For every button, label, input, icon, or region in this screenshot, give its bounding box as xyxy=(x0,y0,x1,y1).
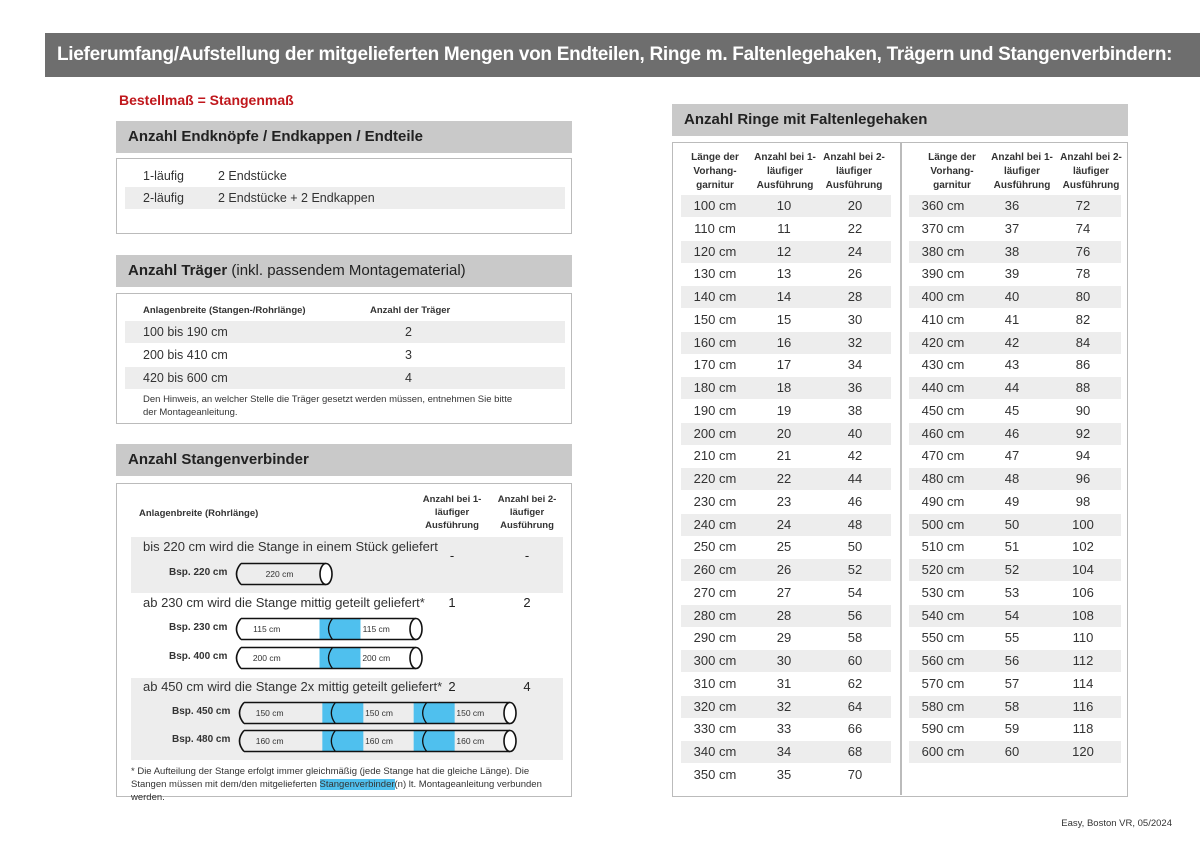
cell: 82 xyxy=(1075,311,1091,327)
cell: 118 xyxy=(1072,721,1094,737)
cell: 78 xyxy=(1075,266,1091,282)
cell: 200 cm xyxy=(693,425,737,441)
cell: 240 cm xyxy=(693,516,737,532)
footer: Easy, Boston VR, 05/2024 xyxy=(1061,818,1172,829)
segment-length: 200 cm xyxy=(252,653,281,663)
cell: 11 xyxy=(777,220,791,236)
count-2-laeufig: - xyxy=(524,548,530,563)
cell: 56 xyxy=(1004,653,1020,668)
range: 420 bis 600 cm xyxy=(143,371,228,385)
cell: 40 xyxy=(1004,289,1020,304)
cell: 47 xyxy=(1004,448,1020,464)
ringe-row xyxy=(909,718,1121,740)
cell: 26 xyxy=(776,562,792,577)
connector xyxy=(322,731,363,752)
note-highlight: Stangenverbinder xyxy=(319,779,395,790)
ringe-row xyxy=(909,445,1121,467)
cell: 570 cm xyxy=(921,675,965,691)
traeger-row xyxy=(125,344,565,366)
ringe-row xyxy=(909,241,1121,263)
value: 2 Endstücke xyxy=(218,169,287,183)
segment-length: 150 cm xyxy=(456,708,485,718)
cell: 56 xyxy=(847,607,863,623)
traeger-row xyxy=(125,321,565,343)
cell: 38 xyxy=(847,402,863,418)
count: 2 xyxy=(405,325,412,339)
count: 3 xyxy=(405,348,412,362)
page-title: Lieferumfang/Aufstellung der mitgelieferten Mengen von Endteilen, Ringe m. Faltenlegehaken, Trägern und Stangenverbindern: xyxy=(45,33,1200,77)
verbinder-box xyxy=(116,483,572,803)
example-label: Bsp. 450 cm xyxy=(172,706,231,717)
cell: 110 cm xyxy=(694,220,736,236)
cell: 360 cm xyxy=(921,198,965,213)
col-header: Anzahl bei 2-läufiger Ausführung xyxy=(823,152,885,191)
cell: 96 xyxy=(1075,471,1091,486)
rod-diagram xyxy=(234,701,520,726)
cell: 160 cm xyxy=(693,334,737,350)
connector xyxy=(320,619,361,640)
cell: 270 cm xyxy=(693,584,737,600)
cell: 590 cm xyxy=(921,721,965,737)
cell: 42 xyxy=(847,448,863,464)
ringe-row xyxy=(909,673,1121,695)
ringe-row xyxy=(681,263,891,285)
ringe-row xyxy=(909,605,1121,627)
cell: 230 cm xyxy=(693,493,737,509)
ringe-row xyxy=(909,218,1121,240)
cell: 88 xyxy=(1075,380,1091,395)
cell: 530 cm xyxy=(921,584,965,600)
col-header: Anzahl bei 1-läufiger Ausführung xyxy=(991,152,1053,191)
cell: 58 xyxy=(1004,698,1020,714)
note-text: * Die Aufteilung der Stange erfolgt immer gleichmäßig (jede Stange hat die gleiche Länge). Die Stangen müssen mit dem/den mitgelieferten xyxy=(131,766,530,790)
cell: 26 xyxy=(847,266,863,282)
cell: 90 xyxy=(1075,402,1091,418)
ringe-row xyxy=(681,582,891,604)
cell: 102 xyxy=(1072,539,1094,555)
ringe-row xyxy=(681,309,891,331)
col-header: Anzahl bei 1-läufiger Ausführung xyxy=(422,494,482,531)
cell: 41 xyxy=(1004,311,1020,327)
group-text: ab 230 cm wird die Stange mittig geteilt geliefert* xyxy=(143,595,425,610)
cell: 22 xyxy=(776,471,792,486)
cell: 104 xyxy=(1072,562,1094,577)
group-text: bis 220 cm wird die Stange in einem Stück geliefert xyxy=(143,539,438,554)
ringe-row xyxy=(909,263,1121,285)
cell: 100 xyxy=(1072,516,1094,532)
cell: 36 xyxy=(1004,198,1020,213)
cell: 16 xyxy=(776,334,792,350)
ringe-row xyxy=(909,332,1121,354)
cell: 32 xyxy=(847,334,863,350)
cell: 27 xyxy=(776,584,792,600)
traeger-suffix: (inkl. passendem Montagematerial) xyxy=(227,262,466,279)
ringe-row xyxy=(681,195,891,217)
ringe-row xyxy=(681,536,891,558)
cell: 110 xyxy=(1072,630,1094,646)
cell: 180 cm xyxy=(693,380,737,395)
col-header: Anzahl der Träger xyxy=(370,305,451,316)
col-header: Länge der Vorhang-garnitur xyxy=(928,152,976,191)
cell: 46 xyxy=(847,493,863,509)
cell: 40 xyxy=(847,425,863,441)
ringe-row xyxy=(909,696,1121,718)
cell: 54 xyxy=(847,584,863,600)
cell: 76 xyxy=(1075,243,1091,259)
cell: 430 cm xyxy=(921,357,965,373)
endteile-box xyxy=(116,158,572,234)
ringe-row xyxy=(909,377,1121,399)
cell: 43 xyxy=(1004,357,1020,373)
cell: 600 cm xyxy=(921,744,965,759)
note-text: (n) lt. Montageanleitung verbunden werden. xyxy=(131,779,542,803)
ringe-row xyxy=(681,605,891,627)
cell: 30 xyxy=(847,311,863,327)
traeger-row xyxy=(125,367,565,389)
cell: 480 cm xyxy=(921,471,965,486)
col-header: Anzahl bei 2-läufiger Ausführung xyxy=(1060,152,1122,191)
cell: 44 xyxy=(1004,380,1020,395)
cell: 60 xyxy=(1004,744,1020,759)
cell: 50 xyxy=(847,539,863,555)
cell: 37 xyxy=(1004,220,1020,236)
example-label: Bsp. 220 cm xyxy=(169,567,228,578)
count-2-laeufig: 4 xyxy=(523,679,531,694)
rod-diagram xyxy=(234,729,520,754)
cell: 39 xyxy=(1004,266,1020,282)
cell: 30 xyxy=(776,653,792,668)
rod-diagram xyxy=(231,562,336,587)
cell: 62 xyxy=(847,675,863,691)
cell: 66 xyxy=(847,721,863,737)
cell: 25 xyxy=(776,539,792,555)
cell: 86 xyxy=(1075,357,1091,373)
cell: 120 cm xyxy=(693,243,737,259)
ringe-row xyxy=(909,650,1121,672)
ringe-row xyxy=(909,309,1121,331)
cell: 84 xyxy=(1075,334,1091,350)
cell: 34 xyxy=(776,744,792,759)
cell: 42 xyxy=(1004,334,1020,350)
cell: 114 xyxy=(1072,675,1094,691)
ringe-row xyxy=(909,741,1121,763)
cell: 94 xyxy=(1075,448,1091,464)
cell: 460 cm xyxy=(921,425,965,441)
cell: 120 xyxy=(1072,744,1094,759)
cell: 340 cm xyxy=(693,744,737,759)
cell: 18 xyxy=(776,380,792,395)
rod-diagram xyxy=(231,617,426,642)
cell: 440 cm xyxy=(921,380,965,395)
ringe-row xyxy=(681,332,891,354)
ringe-row xyxy=(909,468,1121,490)
cell: 420 cm xyxy=(921,334,965,350)
connector xyxy=(414,731,455,752)
example-label: Bsp. 480 cm xyxy=(172,734,231,745)
ringe-row xyxy=(681,218,891,240)
cell: 24 xyxy=(776,516,792,532)
cell: 45 xyxy=(1004,402,1020,418)
rod-diagram xyxy=(231,646,426,671)
cell: 28 xyxy=(847,289,863,304)
cell: 19 xyxy=(776,402,792,418)
cell: 450 cm xyxy=(921,402,965,418)
cell: 106 xyxy=(1072,584,1094,600)
cell: 70 xyxy=(847,766,863,782)
cell: 60 xyxy=(847,653,863,668)
cell: 14 xyxy=(776,289,792,304)
type: 2-läufig xyxy=(143,191,184,205)
ringe-row xyxy=(681,400,891,422)
cell: 10 xyxy=(776,198,792,213)
cell: 31 xyxy=(776,675,792,691)
cell: 470 cm xyxy=(921,448,965,464)
col-header: Länge der Vorhang-garnitur xyxy=(691,152,739,191)
cell: 400 cm xyxy=(921,289,965,304)
col-header: Anlagenbreite (Stangen-/Rohrlänge) xyxy=(143,305,306,316)
segment-length: 150 cm xyxy=(255,708,284,718)
ringe-row xyxy=(681,445,891,467)
cell: 58 xyxy=(847,630,863,646)
cell: 44 xyxy=(847,471,863,486)
verbinder-header: Anzahl Stangenverbinder xyxy=(116,444,572,476)
ringe-row xyxy=(681,741,891,763)
count-2-laeufig: 2 xyxy=(523,595,531,610)
cell: 98 xyxy=(1075,493,1091,509)
cell: 50 xyxy=(1004,516,1020,532)
segment-length: 115 cm xyxy=(253,624,281,634)
cell: 33 xyxy=(776,721,792,737)
cell: 390 cm xyxy=(921,266,965,282)
range: 200 bis 410 cm xyxy=(143,348,228,362)
cell: 13 xyxy=(776,266,792,282)
segment-length: 115 cm xyxy=(362,624,390,634)
cell: 490 cm xyxy=(921,493,965,509)
cell: 520 cm xyxy=(921,562,965,577)
range: 100 bis 190 cm xyxy=(143,325,228,339)
divider xyxy=(900,143,902,795)
ringe-row xyxy=(909,400,1121,422)
cell: 24 xyxy=(847,243,863,259)
ringe-row xyxy=(681,491,891,513)
cell: 280 cm xyxy=(693,607,737,623)
cell: 72 xyxy=(1075,198,1091,213)
cell: 52 xyxy=(1004,562,1020,577)
cell: 190 cm xyxy=(693,402,737,418)
cell: 54 xyxy=(1004,607,1020,623)
ringe-row xyxy=(909,286,1121,308)
cell: 32 xyxy=(776,698,792,714)
cell: 57 xyxy=(1004,675,1020,691)
cell: 17 xyxy=(776,357,792,373)
cell: 59 xyxy=(1004,721,1020,737)
count-1-laeufig: 1 xyxy=(448,595,456,610)
col-header: Anzahl bei 1-läufiger Ausführung xyxy=(754,152,816,191)
cell: 80 xyxy=(1075,289,1091,304)
cell: 210 cm xyxy=(693,448,737,464)
ringe-row xyxy=(681,423,891,445)
type: 1-läufig xyxy=(143,169,184,183)
cell: 68 xyxy=(847,744,863,759)
cell: 15 xyxy=(776,311,792,327)
cell: 36 xyxy=(847,380,863,395)
ringe-row xyxy=(909,627,1121,649)
segment-length: 160 cm xyxy=(365,736,393,746)
ringe-row xyxy=(681,650,891,672)
cell: 48 xyxy=(847,516,863,532)
cell: 46 xyxy=(1004,425,1020,441)
cell: 510 cm xyxy=(921,539,965,555)
ringe-row xyxy=(909,195,1121,217)
cell: 260 cm xyxy=(693,562,737,577)
ringe-row xyxy=(909,536,1121,558)
ringe-row xyxy=(909,491,1121,513)
ringe-row xyxy=(681,696,891,718)
cell: 150 cm xyxy=(693,311,737,327)
cell: 116 xyxy=(1072,698,1094,714)
cell: 220 cm xyxy=(693,471,737,486)
ringe-row xyxy=(909,582,1121,604)
cell: 140 cm xyxy=(693,289,737,304)
traeger-title: Anzahl Träger xyxy=(128,262,228,279)
cell: 320 cm xyxy=(693,698,737,714)
count-1-laeufig: - xyxy=(449,548,455,563)
cell: 23 xyxy=(776,493,792,509)
cell: 170 cm xyxy=(693,357,737,373)
cell: 34 xyxy=(847,357,863,373)
ringe-row xyxy=(681,241,891,263)
col-header: Anzahl bei 2-läufiger Ausführung xyxy=(497,494,557,531)
segment-length: 220 cm xyxy=(265,569,294,579)
cell: 51 xyxy=(1004,539,1020,555)
cell: 100 cm xyxy=(693,198,737,213)
cell: 64 xyxy=(847,698,863,714)
ringe-row xyxy=(681,514,891,536)
cell: 380 cm xyxy=(921,243,965,259)
cell: 300 cm xyxy=(693,653,737,668)
cell: 53 xyxy=(1004,584,1020,600)
ringe-row xyxy=(681,764,891,786)
group-text: ab 450 cm wird die Stange 2x mittig geteilt geliefert* xyxy=(143,679,443,694)
cell: 55 xyxy=(1004,630,1020,646)
cell: 38 xyxy=(1004,243,1020,259)
segment-length: 160 cm xyxy=(255,736,284,746)
ringe-row xyxy=(909,559,1121,581)
cell: 130 cm xyxy=(693,266,737,282)
ringe-row xyxy=(909,514,1121,536)
example-label: Bsp. 230 cm xyxy=(169,622,228,633)
ringe-row xyxy=(681,627,891,649)
cell: 370 cm xyxy=(921,220,965,236)
ringe-row xyxy=(681,377,891,399)
cell: 310 cm xyxy=(693,675,737,691)
segment-length: 150 cm xyxy=(365,708,393,718)
example-label: Bsp. 400 cm xyxy=(169,651,228,662)
ringe-row xyxy=(681,718,891,740)
cell: 580 cm xyxy=(921,698,965,714)
cell: 28 xyxy=(776,607,792,623)
cell: 290 cm xyxy=(693,630,737,646)
connector xyxy=(320,648,361,669)
connector xyxy=(322,703,363,724)
count: 4 xyxy=(405,371,412,385)
endteile-row xyxy=(125,165,565,187)
segment-length: 160 cm xyxy=(456,736,485,746)
col-header: Anlagenbreite (Rohrlänge) xyxy=(139,508,259,519)
cell: 20 xyxy=(847,198,863,213)
cell: 74 xyxy=(1075,220,1091,236)
subtitle: Bestellmaß = Stangenmaß xyxy=(119,92,294,108)
cell: 560 cm xyxy=(921,653,965,668)
cell: 108 xyxy=(1072,607,1094,623)
cell: 22 xyxy=(847,220,863,236)
cell: 350 cm xyxy=(693,766,737,782)
verbinder-note xyxy=(131,765,567,804)
cell: 35 xyxy=(776,766,792,782)
traeger-header xyxy=(116,255,572,287)
ringe-row xyxy=(681,468,891,490)
ringe-row xyxy=(681,673,891,695)
cell: 112 xyxy=(1072,653,1094,668)
cell: 550 cm xyxy=(921,630,965,646)
cell: 21 xyxy=(776,448,792,464)
cell: 52 xyxy=(847,562,863,577)
ringe-row xyxy=(909,354,1121,376)
endteile-row xyxy=(125,187,565,209)
cell: 410 cm xyxy=(921,311,965,327)
cell: 250 cm xyxy=(693,539,737,555)
cell: 92 xyxy=(1075,425,1091,441)
cell: 330 cm xyxy=(693,721,737,737)
value: 2 Endstücke + 2 Endkappen xyxy=(218,191,375,205)
cell: 29 xyxy=(776,630,792,646)
cell: 48 xyxy=(1004,471,1020,486)
ringe-table xyxy=(672,142,1128,797)
ringe-row xyxy=(909,423,1121,445)
traeger-box xyxy=(116,293,572,424)
count-1-laeufig: 2 xyxy=(448,679,456,694)
endteile-header: Anzahl Endknöpfe / Endkappen / Endteile xyxy=(116,121,572,153)
cell: 12 xyxy=(776,243,792,259)
traeger-note: Den Hinweis, an welcher Stelle die Träger gesetzt werden müssen, entnehmen Sie bitte der Montageanleitung. xyxy=(143,394,513,418)
cell: 500 cm xyxy=(921,516,965,532)
ringe-row xyxy=(681,286,891,308)
ringe-row xyxy=(681,559,891,581)
ringe-row xyxy=(681,354,891,376)
cell: 20 xyxy=(776,425,792,441)
connector xyxy=(414,703,455,724)
ringe-header: Anzahl Ringe mit Faltenlegehaken xyxy=(672,104,1128,136)
segment-length: 200 cm xyxy=(362,653,391,663)
cell: 540 cm xyxy=(921,607,965,623)
cell: 49 xyxy=(1004,493,1020,509)
